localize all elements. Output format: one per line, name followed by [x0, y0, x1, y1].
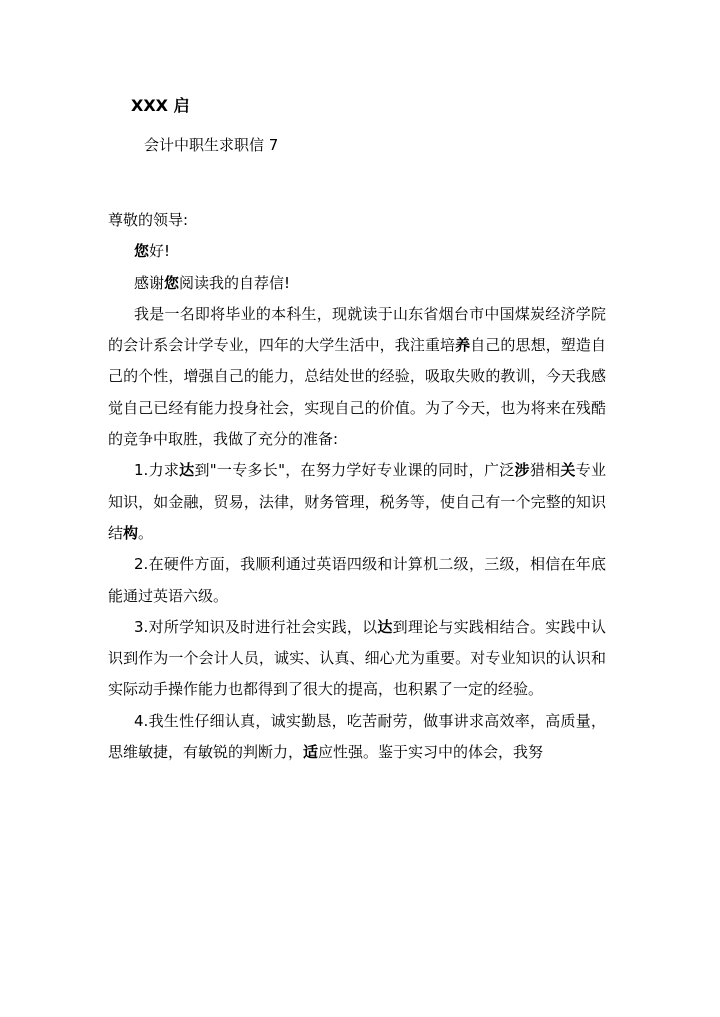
salutation: 尊敬的领导: [108, 211, 189, 229]
greeting-paragraph [108, 236, 606, 267]
point3-c: 到理论与实践相结合。实践中认识到作为一个会计人员，诚实、认真、细心尤为重要。对专业知识的认识和实际动手操作能力也都得到了很大的提高，也积累了一定的经验。 [108, 617, 606, 699]
point1-h: 构 [123, 523, 139, 542]
point-3-paragraph [108, 612, 606, 706]
intro-c: 自己的思想，塑造自己的个性，增强自己的能力，总结处世的经验，吸取失败的教训，今天我感觉自己已经有能力投身社会，实现自己的价值。为了今天，也为将来在残酷的竞争中取胜，我做了充分的准备: [108, 336, 606, 449]
point1-i: 。 [138, 523, 154, 542]
point1-f: 关 [560, 461, 576, 480]
point-2-paragraph: 2.在硬件方面，我顺利通过英语四级和计算机二级，三级，相信在年底能通过英语六级。 [108, 555, 606, 605]
intro-a: 我是一名即将毕业的本科生，现就读于山东省烟台市中国煤炭经济学院的会计系会计学专业，四年的大学生活中，我注重培 [108, 304, 606, 355]
point1-a: 1.力求 [134, 461, 180, 480]
point4-b: 适 [303, 743, 319, 762]
thanks-bold: 您 [164, 273, 180, 292]
document-subtitle: 会计中职生求职信 7 [144, 136, 279, 154]
point1-d: 涉 [514, 461, 530, 480]
intro-paragraph [108, 299, 606, 455]
point1-g: 专业知识，如金融，贸易，法律，财务管理，税务等，使自己有一个完整的知识结 [108, 461, 606, 542]
point3-a: 3.对所学知识及时进行社会实践，以 [134, 617, 378, 636]
thanks-post: 阅读我的自荐信! [179, 273, 291, 292]
point1-c: 到"一专多长"，在努力学好专业课的同时，广泛 [194, 461, 515, 480]
greeting-bold: 您 [134, 242, 150, 261]
thanks-paragraph [108, 268, 606, 299]
greeting-post: 好! [149, 242, 171, 261]
point4-a: 4.我生性仔细认真，诚实勤恳，吃苦耐劳，做事讲求高效率，高质量，思维敏捷，有敏锐的判断力， [108, 711, 606, 762]
thanks-pre: 感谢 [134, 273, 165, 292]
letter-body [108, 205, 606, 768]
point4-c: 应性强。鉴于实习中的体会，我努 [318, 743, 544, 762]
point-4-paragraph [108, 706, 606, 769]
document-header-title: XXX 启 [131, 96, 190, 115]
point3-b: 达 [377, 617, 393, 636]
point1-b: 达 [179, 461, 195, 480]
point1-e: 猎相 [529, 461, 561, 480]
intro-b: 养 [455, 336, 471, 355]
point-1-paragraph [108, 455, 606, 549]
